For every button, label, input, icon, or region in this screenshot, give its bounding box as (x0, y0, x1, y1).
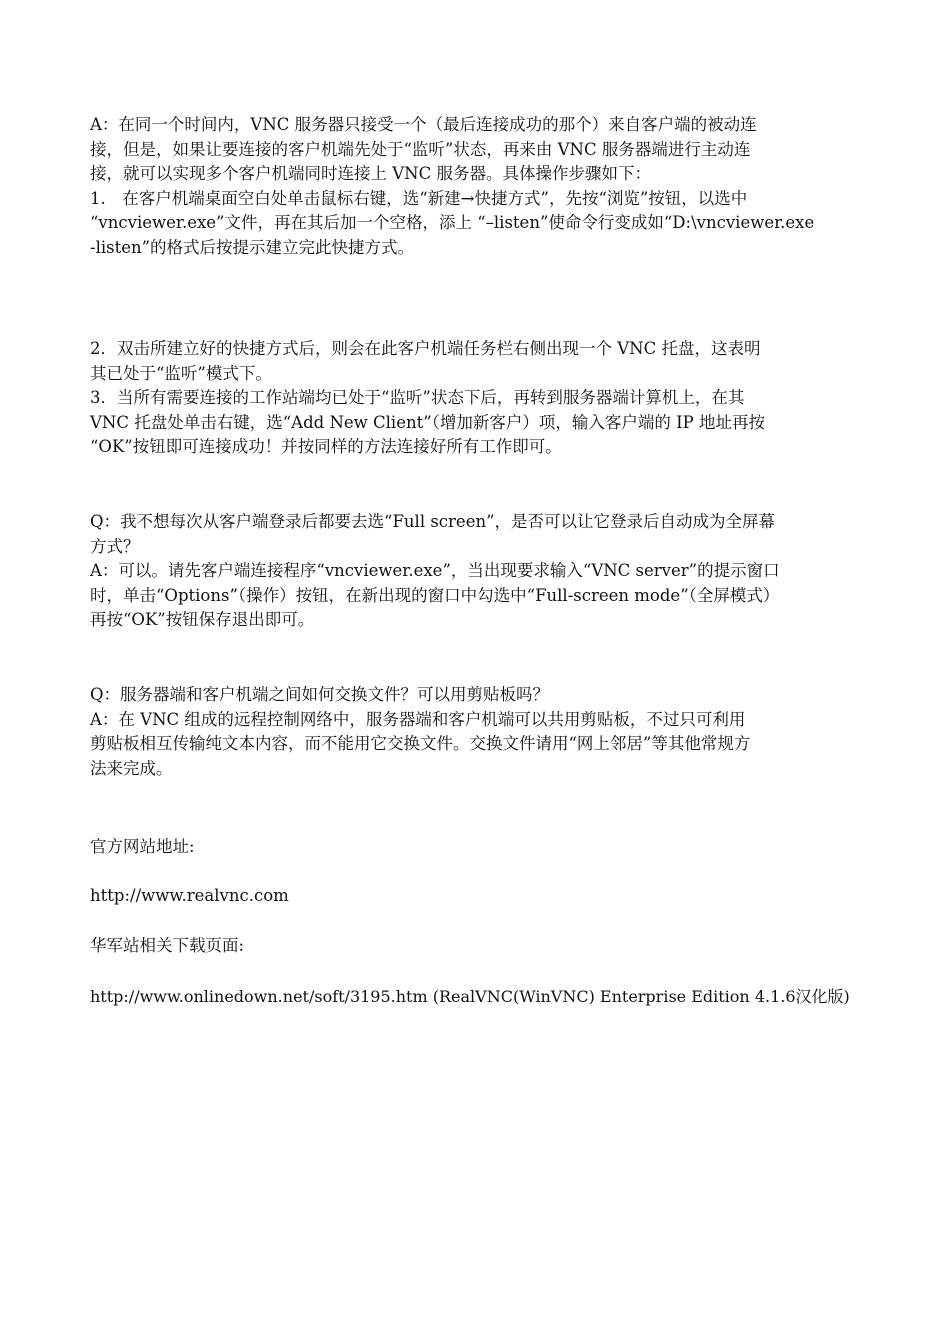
paragraph-steps-2-3: 2．双击所建立好的快捷方式后，则会在此客户机端任务栏右侧出现一个 VNC 托盘，这表明 其已处于“监听”模式下。 3．当所有需要连接的工作站端均已处于“监听”状态下后，再转到服务器端计算机上，在其 VNC 托盘处单击右键，选“Add New Client”（增加新客户）项，输入客户端的 IP 地址再按 “OK”按钮即可连接成功！并按同样的方法连接好所有工作即可。 (90, 339, 766, 456)
official-site-url[interactable]: http://www.realvnc.com (90, 886, 289, 905)
paragraph-file-exchange-qa: Q：服务器端和客户机端之间如何交换文件？可以用剪贴板吗？ A：在 VNC 组成的远程控制网络中，服务器端和客户机端可以共用剪贴板，不过只可利用 剪贴板相互传输纯文本内容，而不能用它交换文件。交换文件请用“网上邻居”等其他常规方 法来完成。 (90, 685, 751, 778)
paragraph-passive-connection: A：在同一个时间内，VNC 服务器只接受一个（最后连接成功的那个）来自客户端的被动连 接，但是，如果让要连接的客户机端先处于“监听”状态，再来由 VNC 服务器端进行主动连 接，就可以实现多个客户机端同时连接上 VNC 服务器。具体操作步骤如下： 1. 在客户机端桌面空白处单击鼠标右键，选“新建→快捷方式”，先按“浏览”按钮，以选中 “vncviewer.exe”文件，再在其后加一个空格，添上 “–listen”使命令行变成如“D:\vncviewer.exe -listen”的格式后按提示建立完此快捷方式。 (90, 115, 815, 257)
download-page-label: 华军站相关下载页面: (90, 936, 245, 955)
paragraph-full-screen-qa: Q：我不想每次从客户端登录后都要去选“Full screen”，是否可以让它登录后自动成为全屏幕 方式？ A：可以。请先客户端连接程序“vncviewer.exe”，当出现要求输入“VNC server”的提示窗口 时，单击“Options”（操作）按钮，在新出现的窗口中勾选中“Full-screen mode”（全屏模式） 再按“OK”按钮保存退出即可。 (90, 512, 780, 629)
official-site-label: 官方网站地址: (90, 837, 195, 856)
download-page-url[interactable]: http://www.onlinedown.net/soft/3195.htm (RealVNC(WinVNC) Enterprise Edition 4.1.6汉化版) (90, 987, 850, 1006)
